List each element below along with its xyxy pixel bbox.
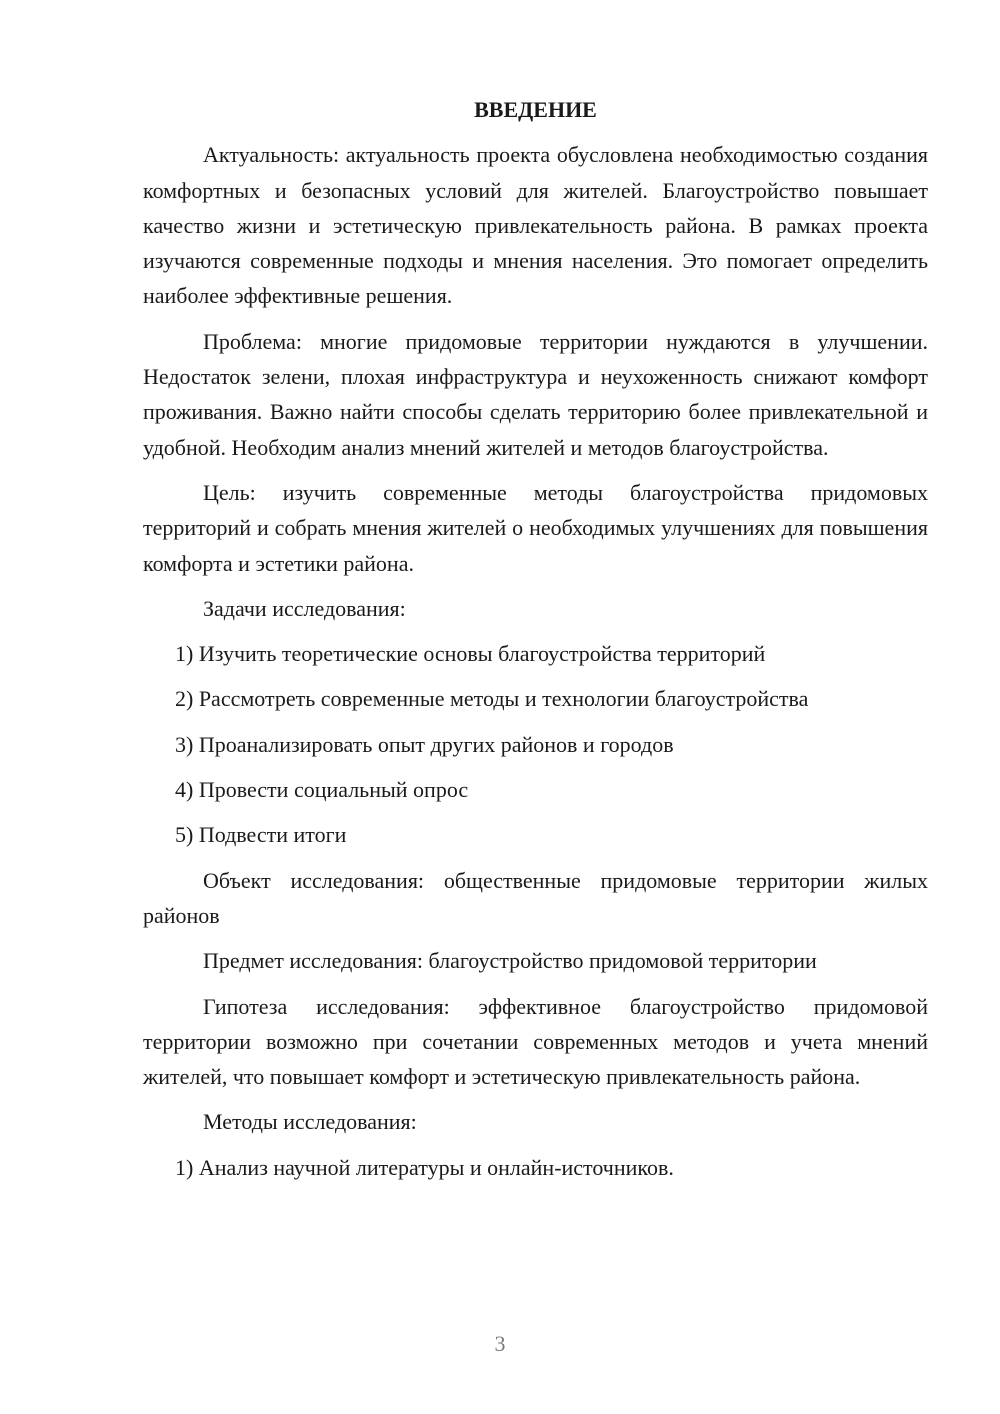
method-item-1: 1) Анализ научной литературы и онлайн-источников. [175,1154,674,1180]
goal-paragraph: Цель: изучить современные методы благоустройства придомовых территорий и собрать мнения жителей о необходимых улучшениях для повышения комфорта и эстетики района. [143,479,928,576]
page-title: ВВЕДЕНИЕ [474,97,597,122]
object-paragraph: Объект исследования: общественные придомовые территории жилых районов [143,867,928,928]
task-item-2: 2) Рассмотреть современные методы и технологии благоустройства [175,686,809,712]
hypothesis-paragraph: Гипотеза исследования: эффективное благоустройство придомовой территории возможно при сочетании современных методов и учета мнений жителей, что повышает комфорт и эстетическую привлекательность района. [143,993,928,1090]
problem-paragraph: Проблема: многие придомовые территории нуждаются в улучшении. Недостаток зелени, плохая инфраструктура и неухоженность снижают комфорт проживания. Важно найти способы сделать территорию более привлекательной и удобной. Необходим анализ мнений жителей и методов благоустройства. [143,328,928,460]
methods-heading: Методы исследования: [203,1109,417,1135]
subject-paragraph: Предмет исследования: благоустройство придомовой территории [203,948,817,974]
tasks-heading: Задачи исследования: [203,595,406,621]
task-item-4: 4) Провести социальный опрос [175,777,469,803]
page-number: 3 [494,1331,506,1356]
task-item-3: 3) Проанализировать опыт других районов и городов [175,731,674,757]
relevance-paragraph: Актуальность: актуальность проекта обусловлена необходимостью создания комфортных и безопасных условий для жителей. Благоустройство повышает качество жизни и эстетическую привлекательность района. В рамках проекта изучаются современные подходы и мнения населения. Это помогает определить наиболее эффективные решения. [143,142,928,309]
document-page [143,92,928,1195]
task-item-5: 5) Подвести итоги [175,822,347,848]
task-item-1: 1) Изучить теоретические основы благоустройства территорий [175,641,766,667]
